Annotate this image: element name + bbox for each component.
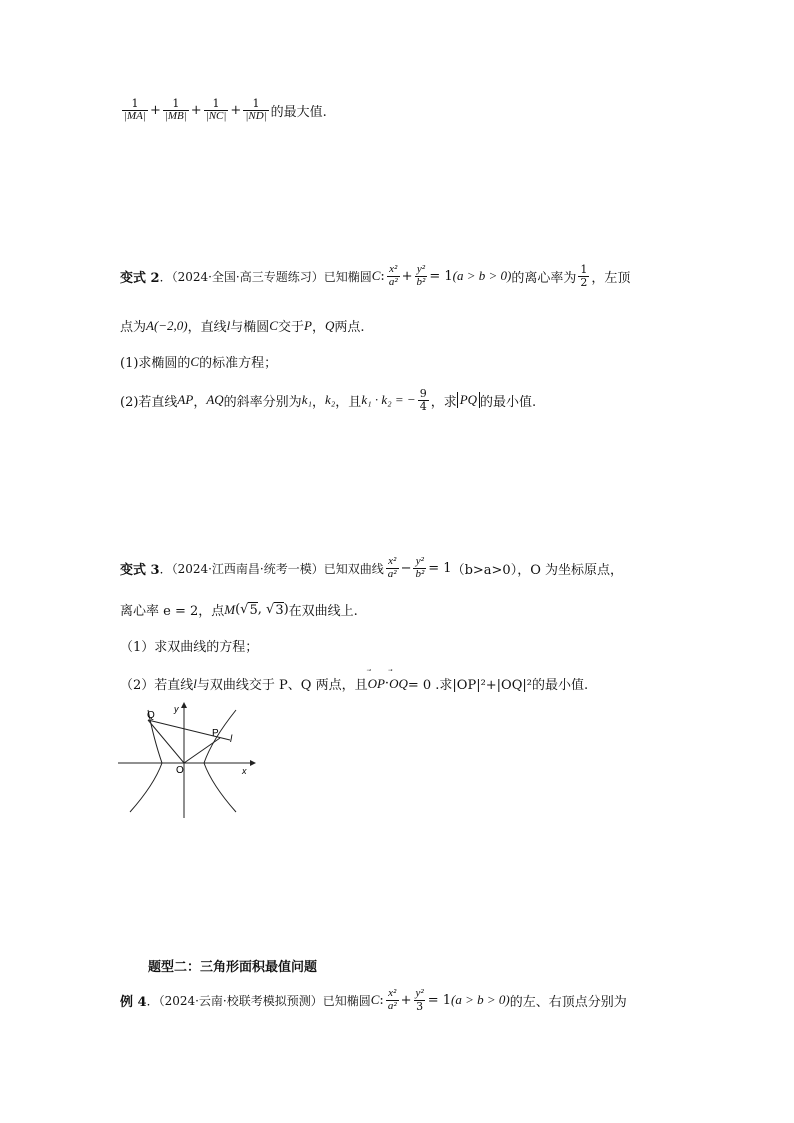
x-axis-arrow — [250, 760, 256, 766]
fraction: $\frac{1}{|MA|}$ — [124, 97, 146, 122]
label-Q: Q — [147, 710, 155, 721]
variant3-label: 变式 3 — [120, 562, 160, 578]
variant3-line2: 离心率 e = 2，点 M (√ 5 , √ 3 ) 在双曲线上. — [120, 601, 358, 619]
example4-label: 例 4 — [120, 994, 147, 1010]
label-P: P — [212, 728, 219, 739]
fraction: $\frac{1}{|NC|}$ — [205, 97, 227, 122]
label-x: x — [242, 766, 247, 776]
hyperbola-left-branch — [130, 710, 162, 812]
label-l: l — [230, 734, 233, 745]
variant3-question1: （1）求双曲线的方程； — [120, 640, 259, 655]
variant2-line2: 点为 A(−2,0) ，直线 l 与椭圆 C 交于 P ， Q 两点. — [120, 317, 365, 335]
fraction: $\frac{1}{|MB|}$ — [164, 97, 187, 122]
hyperbola-figure — [118, 700, 258, 820]
label-y: y — [174, 704, 179, 714]
hyperbola-right-branch — [204, 710, 236, 812]
max-value-expression: $\frac{1}{|MA|}$ + $\frac{1}{|MB|}$ + $\frac{1}{|NC|}$ + $\frac{1}{|ND|}$ 的最大值. — [124, 97, 327, 122]
variant2-question2: (2)若直线 AP ， AQ 的斜率分别为 k₁ ， k₂ ，且 k₁ · k₂ = − $\frac{9}{4}$ ，求 PQ 的最小值. — [120, 387, 537, 413]
variant3-question2: （2）若直线 l 与双曲线交于 P、Q 两点，且 ⃗ OP · ⃗ OQ = 0 .求|OP|²+|OQ|²的最小值. — [120, 674, 588, 693]
variant2-label: 变式 2 — [120, 270, 160, 286]
y-axis-arrow — [181, 702, 187, 708]
variant2-question1: (1)求椭圆的 C 的标准方程； — [120, 353, 278, 371]
example4-heading-line: 例 4 ．（2024·云南·校联考模拟预测）已知椭圆 C : $\frac{\text{x²}}{\text{a²}}$ + $\frac{\text{y²}}{3}$ = 1 (a > b > 0) 的左、右顶点分别为 — [120, 987, 627, 1013]
fraction: $\frac{1}{|ND|}$ — [245, 97, 267, 122]
label-O: O — [176, 765, 184, 776]
segment-OQ — [148, 720, 184, 763]
segment-OP — [184, 738, 220, 763]
variant2-heading-line: 变式 2 ．（2024·全国·高三专题练习）已知椭圆 C : $\frac{\text{x²}}{\text{a²}}$ + $\frac{\text{y²}}{\text{b²}}$ = 1 (a > b > 0) 的离心率为 $\frac{1}{2}$ ，左顶 — [120, 263, 631, 289]
section-title: 题型二：三角形面积最值问题 — [148, 960, 318, 975]
variant3-heading-line: 变式 3 ．（2024·江西南昌·统考一模）已知双曲线 $\frac{\text{x²}}{\text{a²}}$ − $\frac{\text{y²}}{\text{b²}}$ = 1 （b>a>0），O 为坐标原点， — [120, 555, 623, 580]
